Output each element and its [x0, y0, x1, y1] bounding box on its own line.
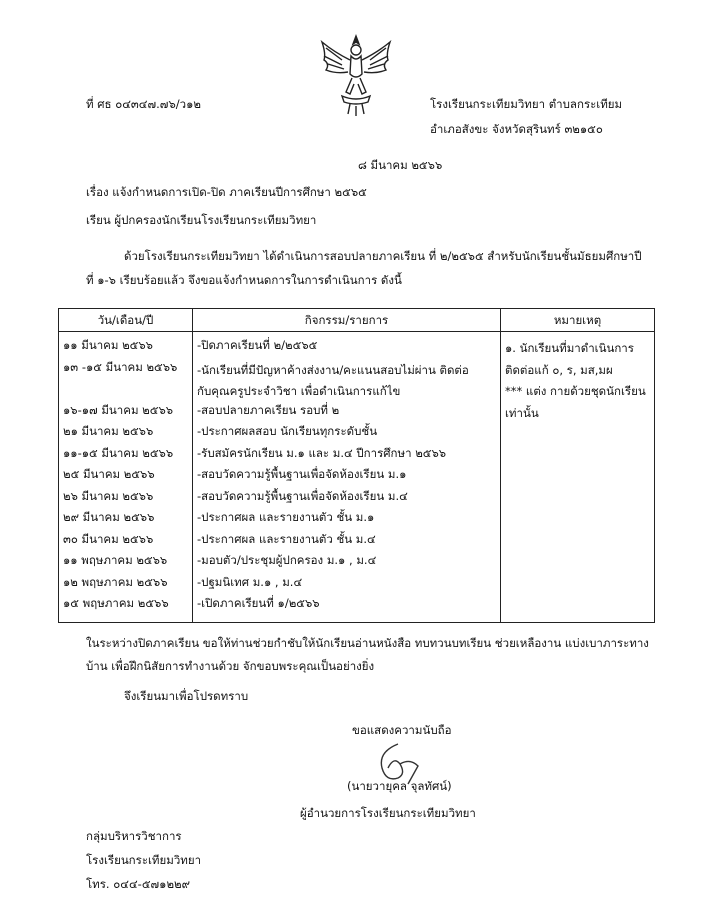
row-date: ๑๑-๑๕ มีนาคม ๒๕๖๖ — [59, 446, 193, 468]
reference-number: ที่ ศธ ๐๔๓๔๗.๗๖/ว๑๒ — [86, 97, 201, 111]
row-activity-line: -นักเรียนที่มีปัญหาค้างส่งงาน/คะแนนสอบไม่ผ่าน ติดต่อ — [197, 362, 469, 377]
closing-paragraph-line-2: บ้าน เพื่อฝึกนิสัยการทำงานด้วย จักขอบพระคุณเป็นอย่างยิ่ง — [86, 659, 375, 673]
intro-line-1: ด้วยโรงเรียนกระเทียมวิทยา ได้ดำเนินการสอบปลายภาคเรียน ที่ ๒/๒๕๖๕ สำหรับนักเรียนชั้นมัธยมศึกษาปี — [124, 249, 642, 263]
notify-line: จึงเรียนมาเพื่อโปรดทราบ — [124, 689, 249, 703]
row-activity: -สอบวัดความรู้พื้นฐานเพื่อจัดห้องเรียน ม.๔ — [193, 489, 501, 511]
header-date: วัน/เดือน/ปี — [59, 309, 193, 332]
footer-phone: โทร. ๐๔๔-๕๗๑๒๒๙ — [86, 877, 191, 891]
schedule-table — [58, 308, 655, 623]
remark-line: ติดต่อแก้ ๐, ร, มส,มผ — [505, 362, 613, 377]
header-activity: กิจกรรม/รายการ — [193, 309, 501, 332]
signer-title: ผู้อำนวยการโรงเรียนกระเทียมวิทยา — [300, 806, 476, 820]
regards-line: ขอแสดงความนับถือ — [352, 723, 452, 737]
letter-subject: เรื่อง แจ้งกำหนดการเปิด-ปิด ภาคเรียนปีการศึกษา ๒๕๖๕ — [86, 185, 367, 199]
row-activity: -ประกาศผล และรายงานตัว ชั้น ม.๔ — [193, 532, 501, 554]
row-activity: -ปฐมนิเทศ ม.๑ , ม.๔ — [193, 575, 501, 597]
header-remark: หมายเหตุ — [501, 309, 655, 332]
row-activity: -รับสมัครนักเรียน ม.๑ และ ม.๔ ปีการศึกษา ๒๕๖๖ — [193, 446, 501, 468]
row-date: ๒๙ มีนาคม ๒๕๖๖ — [59, 510, 193, 532]
school-address-line-1: โรงเรียนกระเทียมวิทยา ตำบลกระเทียม — [430, 97, 623, 111]
row-date: ๑๑ มีนาคม ๒๕๖๖ — [59, 332, 193, 360]
garuda-emblem-icon — [312, 30, 400, 118]
row-activity: -สอบวัดความรู้พื้นฐานเพื่อจัดห้องเรียน ม.๑ — [193, 467, 501, 489]
row-activity: -สอบปลายภาคเรียน รอบที่ ๒ — [193, 403, 501, 425]
footer-school: โรงเรียนกระเทียมวิทยา — [86, 853, 202, 867]
signer-name: (นายวายุคล จุลทัศน์) — [347, 779, 452, 793]
row-date: ๒๕ มีนาคม ๒๕๖๖ — [59, 467, 193, 489]
letter-date: ๘ มีนาคม ๒๕๖๖ — [358, 158, 443, 172]
letter-recipient: เรียน ผู้ปกครองนักเรียนโรงเรียนกระเทียมวิทยา — [86, 213, 317, 227]
footer-department: กลุ่มบริหารวิชาการ — [86, 829, 182, 843]
row-date: ๒๑ มีนาคม ๒๕๖๖ — [59, 424, 193, 446]
row-date: ๑๖-๑๗ มีนาคม ๒๕๖๖ — [59, 403, 193, 425]
row-date: ๑๒ พฤษภาคม ๒๕๖๖ — [59, 575, 193, 597]
row-activity: -ประกาศผล และรายงานตัว ชั้น ม.๑ — [193, 510, 501, 532]
remark-line: *** แต่ง กายด้วยชุดนักเรียน — [505, 384, 646, 398]
row-activity: -ปิดภาคเรียนที่ ๒/๒๕๖๕ — [193, 332, 501, 360]
remark-line: เท่านั้น — [505, 405, 539, 420]
intro-line-2: ที่ ๑-๖ เรียบร้อยแล้ว จึงขอแจ้งกำหนดการในการดำเนินการ ดังนี้ — [86, 273, 402, 287]
remark-line: ๑. นักเรียนที่มาดำเนินการ — [505, 341, 634, 355]
row-date: ๑๓ -๑๕ มีนาคม ๒๕๖๖ — [59, 360, 193, 403]
remarks-cell — [501, 332, 655, 623]
row-date: ๓๐ มีนาคม ๒๕๖๖ — [59, 532, 193, 554]
row-activity — [193, 360, 501, 403]
closing-paragraph-line-1: ในระหว่างปิดภาคเรียน ขอให้ท่านช่วยกำชับให้นักเรียนอ่านหนังสือ ทบทวนบทเรียน ช่วยเหลืองาน แบ่งเบาภาระทาง — [86, 636, 649, 650]
row-date: ๑๑ พฤษภาคม ๒๕๖๖ — [59, 553, 193, 575]
row-date: ๑๕ พฤษภาคม ๒๕๖๖ — [59, 596, 193, 623]
row-activity: -ประกาศผลสอบ นักเรียนทุกระดับชั้น — [193, 424, 501, 446]
school-address-line-2: อำเภอสังขะ จังหวัดสุรินทร์ ๓๒๑๕๐ — [430, 122, 603, 136]
row-activity: -เปิดภาคเรียนที่ ๑/๒๕๖๖ — [193, 596, 501, 623]
row-date: ๒๖ มีนาคม ๒๕๖๖ — [59, 489, 193, 511]
row-activity-line: กับคุณครูประจำวิชา เพื่อดำเนินการแก้ไข — [197, 384, 401, 398]
row-activity: -มอบตัว/ประชุมผู้ปกครอง ม.๑ , ม.๔ — [193, 553, 501, 575]
table-row — [59, 332, 655, 360]
table-header-row — [59, 309, 655, 332]
